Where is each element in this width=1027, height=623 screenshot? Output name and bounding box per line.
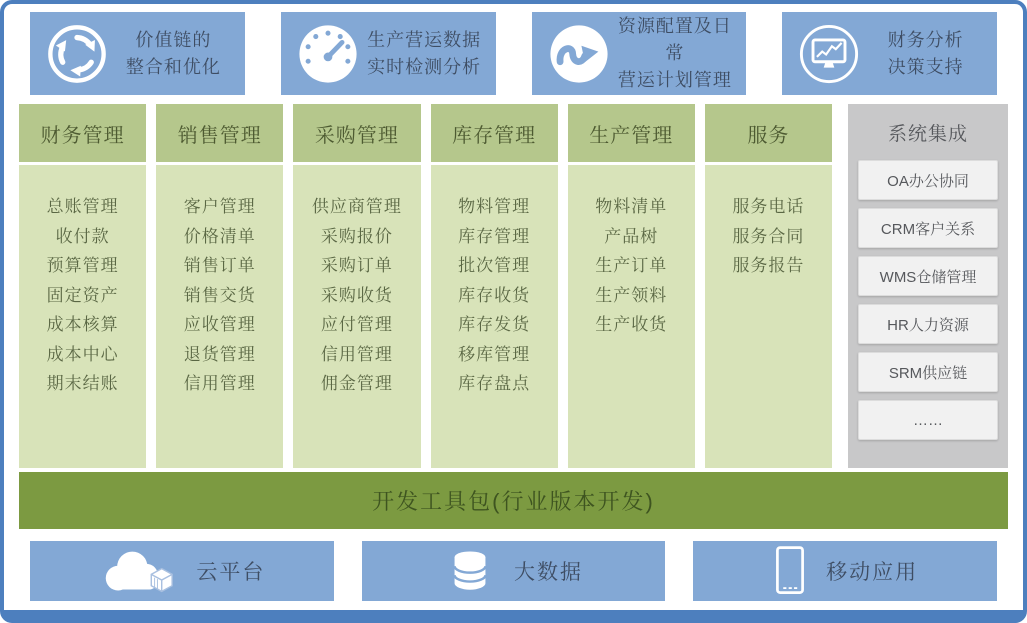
integration-panel — [848, 104, 1008, 468]
module-item: 价格清单 — [183, 226, 256, 246]
module-header: 服务 — [705, 104, 832, 162]
module-item: 成本中心 — [46, 344, 119, 364]
module-item: 服务报告 — [732, 256, 805, 275]
module-header: 库存管理 — [431, 104, 558, 162]
module-item: 供应商管理 — [311, 197, 402, 216]
module-item: 信用管理 — [320, 344, 393, 364]
wave-arrow-icon — [548, 23, 610, 85]
module-header: 生产管理 — [568, 104, 695, 162]
module-header: 销售管理 — [156, 104, 283, 162]
module-body — [705, 165, 832, 468]
module-column — [431, 104, 558, 468]
dev-toolkit-bar — [19, 472, 1008, 529]
module-item: 物料清单 — [595, 197, 668, 216]
module-column — [156, 104, 283, 468]
platform-label: 移动应用 — [826, 561, 919, 584]
module-item: 成本核算 — [46, 315, 119, 334]
feature-label-line2: 决策支持 — [887, 56, 964, 77]
feature-label-line1: 价值链的 — [135, 29, 212, 50]
module-column — [293, 104, 420, 468]
integration-item: HR人力资源 — [858, 304, 998, 344]
feature-label-line2: 整合和优化 — [125, 56, 221, 77]
integration-item: OA办公协同 — [858, 160, 998, 200]
module-item: 销售订单 — [183, 256, 256, 275]
module-item: 采购收货 — [320, 285, 393, 305]
feature-label — [610, 13, 741, 94]
feature-row — [30, 12, 997, 95]
cycle-arrows-icon — [46, 23, 108, 85]
module-item: 总账管理 — [46, 197, 119, 216]
module-body — [293, 165, 420, 468]
database-icon — [444, 545, 496, 597]
feature-label-line2: 实时检测分析 — [367, 56, 482, 77]
module-item: 移库管理 — [458, 344, 531, 364]
integration-item: CRM客户关系 — [858, 208, 998, 248]
module-item: 退货管理 — [183, 344, 256, 364]
module-item: 生产领料 — [595, 285, 668, 305]
module-item: 应收管理 — [183, 315, 256, 334]
feature-label — [108, 27, 239, 81]
feature-label-line2: 营运计划管理 — [617, 70, 732, 90]
integration-items — [848, 160, 1008, 448]
module-item: 产品树 — [604, 226, 659, 246]
dev-toolkit-label: 开发工具包(行业版本开发) — [372, 489, 655, 514]
integration-item: SRM供应链 — [858, 352, 998, 392]
module-column — [568, 104, 695, 468]
module-item: 期末结账 — [46, 374, 119, 393]
module-column — [705, 104, 832, 468]
module-item: 服务合同 — [732, 226, 805, 246]
feature-label-line1: 生产营运数据 — [367, 29, 482, 50]
platform-row — [30, 541, 997, 601]
module-item: 客户管理 — [183, 197, 256, 216]
mobile-icon — [772, 543, 808, 599]
modules-grid — [19, 104, 832, 468]
module-item: 生产订单 — [595, 256, 668, 275]
module-item: 生产收货 — [595, 315, 668, 334]
feature-value-chain — [30, 12, 245, 95]
feature-label-line1: 资源配置及日常 — [617, 16, 732, 63]
module-item: 佣金管理 — [320, 374, 393, 393]
module-item: 库存盘点 — [458, 374, 531, 393]
feature-label-line1: 财务分析 — [887, 29, 964, 50]
gauge-icon — [297, 23, 359, 85]
integration-item: …… — [858, 400, 998, 440]
platform-label: 云平台 — [196, 561, 266, 584]
module-body — [19, 165, 146, 468]
module-header: 财务管理 — [19, 104, 146, 162]
module-item: 应付管理 — [320, 315, 393, 334]
feature-financial-analysis — [782, 12, 997, 95]
module-item: 批次管理 — [458, 256, 531, 275]
module-body — [568, 165, 695, 468]
module-item: 采购订单 — [320, 256, 393, 275]
module-item: 服务电话 — [732, 197, 805, 216]
module-item: 销售交货 — [183, 285, 256, 305]
module-item: 库存发货 — [458, 315, 531, 334]
module-grid — [19, 104, 1008, 468]
platform-cloud — [30, 541, 334, 601]
module-item: 库存收货 — [458, 285, 531, 305]
module-item: 固定资产 — [46, 285, 119, 305]
diagram-content — [4, 4, 1023, 610]
feature-label — [359, 27, 490, 81]
module-item: 物料管理 — [458, 197, 531, 216]
module-item: 预算管理 — [46, 256, 119, 275]
platform-bigdata — [362, 541, 666, 601]
feature-label — [860, 27, 991, 81]
module-item: 库存管理 — [458, 226, 531, 246]
monitor-chart-icon — [798, 23, 860, 85]
cloud-icon — [98, 544, 178, 599]
module-body — [431, 165, 558, 468]
integration-title: 系统集成 — [887, 123, 968, 145]
platform-label: 大数据 — [514, 561, 583, 584]
module-item: 采购报价 — [320, 226, 393, 246]
module-item: 收付款 — [55, 226, 110, 246]
integration-item: WMS仓储管理 — [858, 256, 998, 296]
module-body — [156, 165, 283, 468]
module-header: 采购管理 — [293, 104, 420, 162]
module-column — [19, 104, 146, 468]
platform-mobile — [693, 541, 997, 601]
feature-production-data — [281, 12, 496, 95]
feature-resource-planning — [532, 12, 747, 95]
module-item: 信用管理 — [183, 374, 256, 393]
